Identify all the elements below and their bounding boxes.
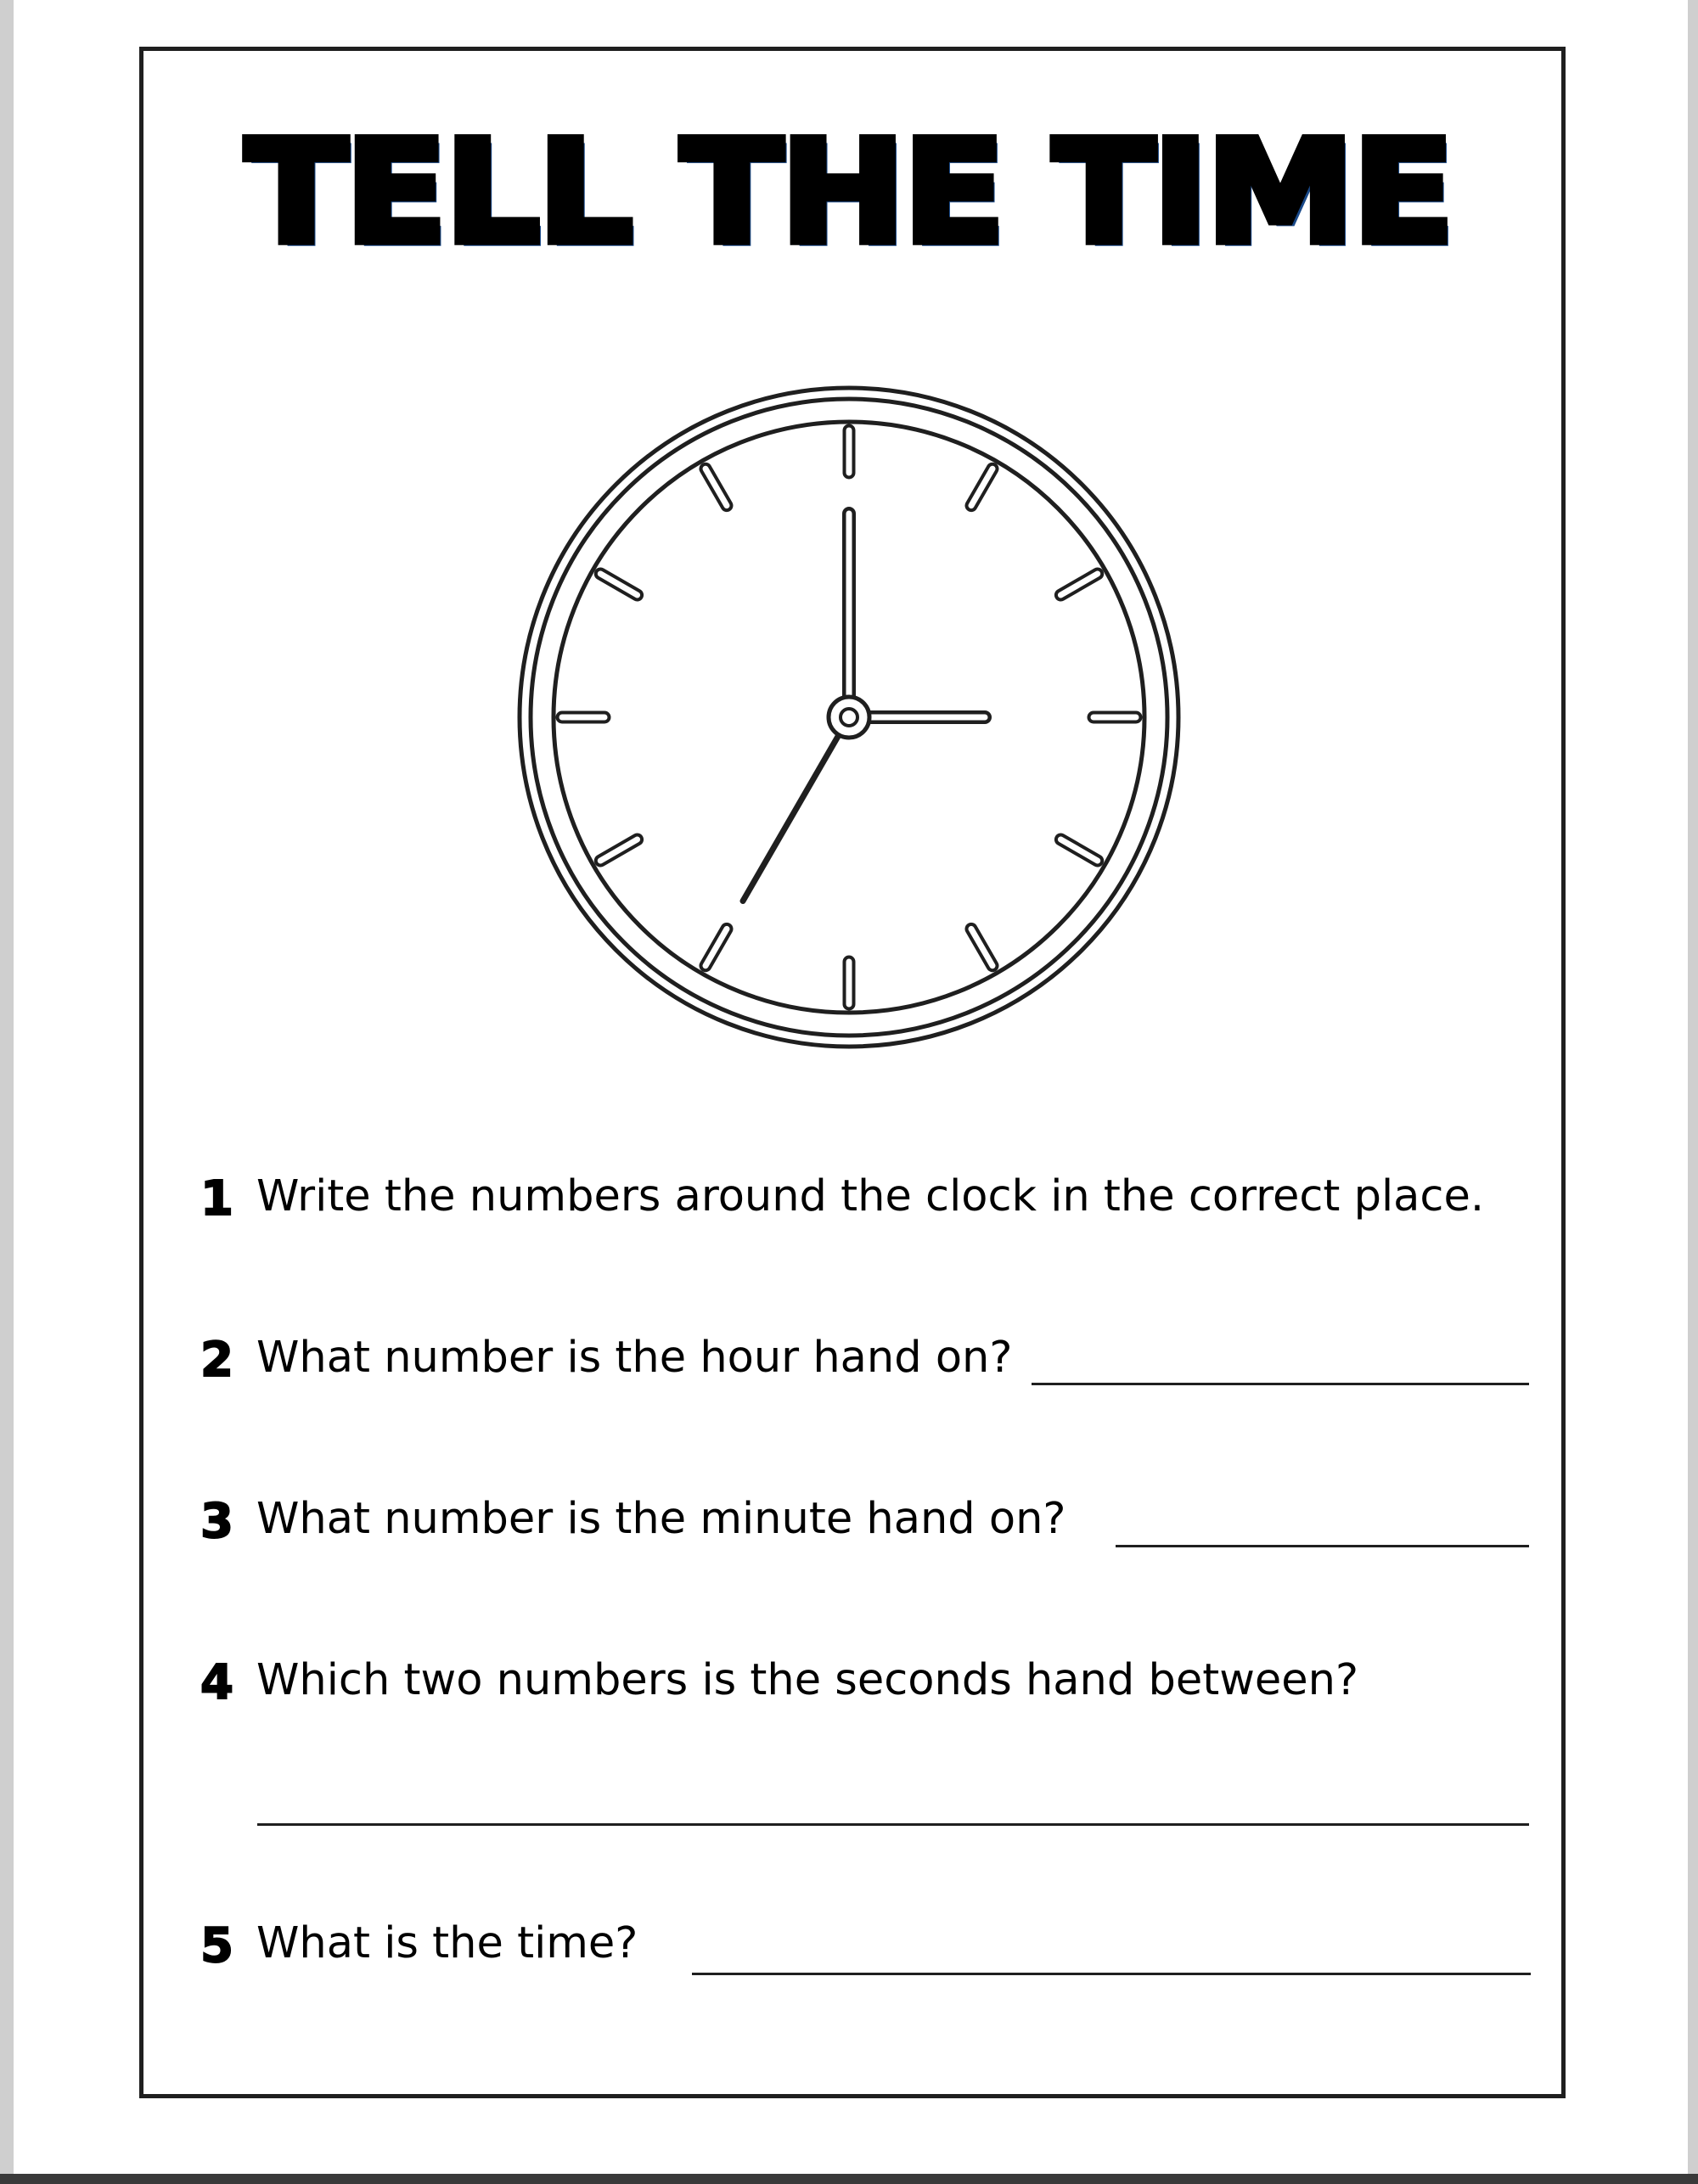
question-number: 2 xyxy=(200,1333,233,1388)
question-text: What number is the minute hand on? xyxy=(256,1494,1066,1544)
question-number: 1 xyxy=(200,1171,233,1227)
question-text: What is the time? xyxy=(256,1918,638,1968)
clock-icon xyxy=(509,378,1189,1057)
worksheet-border xyxy=(139,47,1566,2098)
worksheet-title: TELL THE TIME xyxy=(245,111,1453,275)
question-number: 4 xyxy=(200,1655,233,1710)
viewer-left-edge xyxy=(0,0,14,2184)
answer-line-q4[interactable] xyxy=(257,1823,1529,1826)
question-text: Write the numbers around the clock in the correct place. xyxy=(256,1171,1485,1221)
clock-center-pin xyxy=(841,709,857,726)
question-text: Which two numbers is the seconds hand between? xyxy=(256,1655,1359,1705)
answer-line-q2[interactable] xyxy=(1032,1383,1529,1385)
question-number: 5 xyxy=(200,1918,233,1973)
viewer-right-edge xyxy=(1688,0,1698,2184)
question-text: What number is the hour hand on? xyxy=(256,1333,1013,1383)
question-number: 3 xyxy=(200,1494,233,1549)
answer-line-q5[interactable] xyxy=(692,1973,1531,1975)
viewer-bottom-edge xyxy=(0,2174,1698,2184)
answer-line-q3[interactable] xyxy=(1116,1545,1529,1547)
